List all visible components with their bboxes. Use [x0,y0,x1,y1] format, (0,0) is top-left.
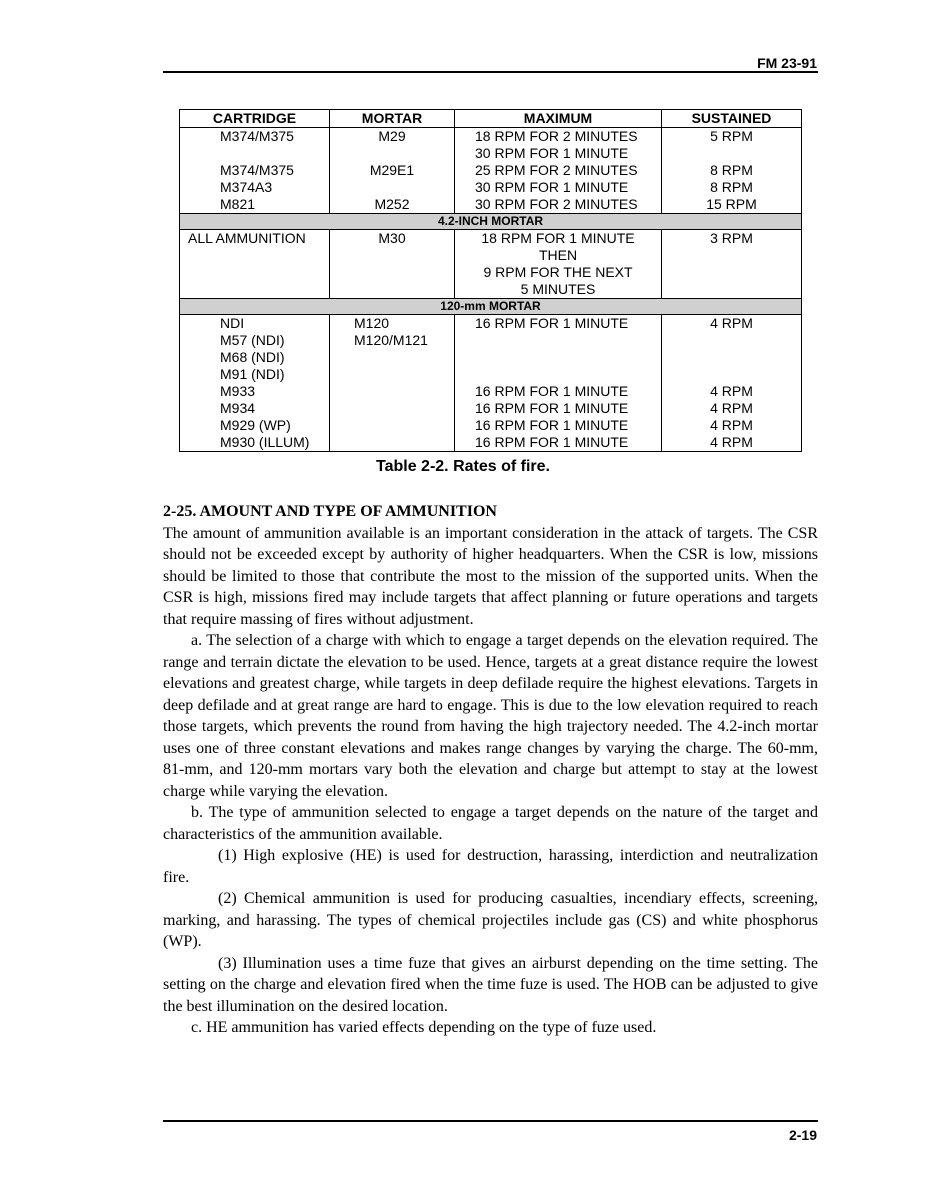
table-row [180,230,802,299]
maximum-cell: 25 RPM FOR 2 MINUTES [475,162,638,178]
maximum-cell: 30 RPM FOR 2 MINUTES [475,196,638,212]
maximum-cell: THEN [538,247,578,263]
cartridge-cell: M933 [220,383,256,399]
sustained-cell: 4 RPM [710,417,753,433]
cartridge-cell: M929 (WP) [220,417,291,433]
section-heading: 2-25. AMOUNT AND TYPE OF AMMUNITION [163,503,497,520]
maximum-cell: 18 RPM FOR 2 MINUTES [475,128,638,144]
sustained-cell: 8 RPM [710,162,753,178]
mortar-cell: M30 [378,230,406,246]
sustained-cell [662,366,801,383]
paragraph-b: b. The type of ammunition selected to engage a target depends on the nature of the target and characteristics of the ammunition available. [163,804,818,843]
page-number: 2-19 [788,1127,817,1143]
section-label: 4.2-INCH MORTAR [180,214,802,230]
sustained-cell: 15 RPM [706,196,757,212]
table-row [180,315,802,452]
table-section-row [180,299,802,315]
paragraph-a: a. The selection of a charge with which to engage a target depends on the elevation required. The range and terrain dictate the elevation to be used. Hence, targets at a great distance require the lowest elevations and greatest charge, while targets in deep defilade require the highest elevations. Targets in deep defilade and at great range are hard to engage. This is due to the low elevation required to reach those targets, which prevents the round from having the high trajectory needed. The 4.2-inch mortar uses one of three constant elevations and makes range changes by varying the charge. The 60-mm, 81-mm, and 120-mm mortars vary both the elevation and charge but attempt to stay at the lowest charge while varying the elevation. [163,632,818,800]
sustained-cell: 4 RPM [710,315,753,331]
mortar-cell: M29E1 [369,162,415,178]
maximum-cell [475,349,661,366]
cartridge-cell: ALL AMMUNITION [188,230,306,246]
cartridge-cell: M374A3 [220,179,273,195]
maximum-cell: 16 RPM FOR 1 MINUTE [475,400,629,416]
maximum-cell: 16 RPM FOR 1 MINUTE [475,434,629,450]
maximum-cell [475,366,661,383]
sustained-cell [662,332,801,349]
table-section-row [180,214,802,230]
sustained-cell: 5 RPM [710,128,753,144]
column-header: SUSTAINED [662,110,802,128]
column-header: MAXIMUM [455,110,662,128]
maximum-cell: 30 RPM FOR 1 MINUTE [475,179,629,195]
cartridge-cell: M68 (NDI) [220,349,285,365]
mortar-cell [330,179,454,196]
table-row [180,196,802,214]
maximum-cell: 16 RPM FOR 1 MINUTE [475,383,629,399]
table-caption: Table 2-2. Rates of fire. [376,458,550,475]
footer-rule [163,1120,818,1122]
body-text [163,501,818,1039]
cartridge-cell: M930 (ILLUM) [220,434,310,450]
sustained-cell: 3 RPM [710,230,753,246]
maximum-cell: 18 RPM FOR 1 MINUTE [481,230,635,246]
header-rule [163,71,818,73]
column-header: CARTRIDGE [180,110,330,128]
table-row [180,128,802,163]
paragraph-c: c. HE ammunition has varied effects depending on the type of fuze used. [191,1019,657,1036]
paragraph-b2: (2) Chemical ammunition is used for producing casualties, incendiary effects, screening, marking, and harassing. The types of chemical projectiles include gas (CS) and white phosphorus (WP). [163,890,818,950]
sustained-cell: 4 RPM [710,434,753,450]
maximum-cell: 16 RPM FOR 1 MINUTE [475,315,629,331]
mortar-cell: M29 [378,128,406,144]
section-label: 120-mm MORTAR [180,299,802,315]
paragraph-b3: (3) Illumination uses a time fuze that gives an airburst depending on the time setting. The setting on the charge and elevation fired when the time fuze is used. The HOB can be adjusted to give the best illumination on the desired location. [163,954,818,1015]
sustained-cell [662,349,801,366]
sustained-cell: 4 RPM [710,400,753,416]
cartridge-cell: M374/M375 [220,162,294,178]
maximum-cell: 9 RPM FOR THE NEXT [483,264,633,280]
column-header: MORTAR [330,110,455,128]
maximum-cell: 5 MINUTES [520,281,596,297]
maximum-cell [475,332,661,349]
table-row [180,179,802,196]
maximum-cell: 30 RPM FOR 1 MINUTE [475,145,629,161]
table-header-row [180,110,802,128]
cartridge-cell: NDI [220,315,245,331]
maximum-cell: 16 RPM FOR 1 MINUTE [475,417,629,433]
mortar-cell: M120 [354,315,390,331]
cartridge-cell: M374/M375 [220,128,294,144]
sustained-cell: 8 RPM [710,179,753,195]
cartridge-cell: M57 (NDI) [220,332,285,348]
paragraph-b1: (1) High explosive (HE) is used for destruction, harassing, interdiction and neutralization fire. [163,847,818,886]
rates-of-fire-table [179,109,802,452]
table-row [180,162,802,179]
mortar-cell: M252 [374,196,410,212]
intro-paragraph: The amount of ammunition available is an important consideration in the attack of targets. The CSR should not be exceeded except by authority of higher headquarters. When the CSR is low, missions should be limited to those that contribute the most to the mission of the supported units. When the CSR is high, missions fired may include targets that affect planning or future operations and targets that require massing of fires without adjustment. [163,524,818,628]
cartridge-cell: M934 [220,400,256,416]
cartridge-cell: M821 [220,196,256,212]
cartridge-cell: M91 (NDI) [220,366,285,382]
mortar-cell: M120/M121 [354,332,428,348]
document-id: FM 23-91 [757,55,817,71]
sustained-cell: 4 RPM [710,383,753,399]
